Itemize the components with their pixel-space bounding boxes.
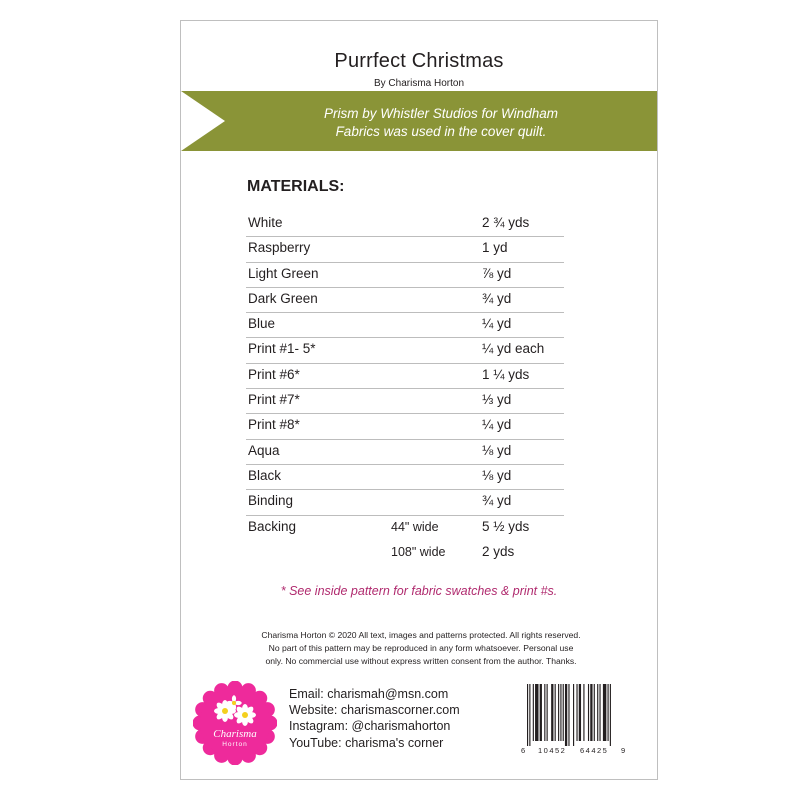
contact-website[interactable]: Website: charismascorner.com bbox=[289, 703, 460, 718]
material-name: Print #7* bbox=[248, 392, 300, 408]
material-quantity: 2 yds bbox=[482, 543, 515, 559]
contact-youtube[interactable]: YouTube: charisma's corner bbox=[289, 735, 444, 750]
copyright-line-1: Charisma Horton © 2020 All text, images and patterns protected. All rights reserved. bbox=[261, 630, 581, 640]
barcode-bar bbox=[563, 684, 564, 741]
barcode-lead-digit: 6 bbox=[521, 746, 526, 755]
material-row bbox=[246, 313, 564, 338]
material-row bbox=[246, 414, 564, 439]
material-quantity: ¼ yd bbox=[482, 316, 512, 332]
barcode-bar bbox=[597, 684, 598, 741]
material-name: Blue bbox=[248, 316, 276, 332]
contact-email[interactable]: Email: charismah@msn.com bbox=[289, 687, 449, 701]
material-row bbox=[246, 263, 564, 288]
barcode-bar bbox=[544, 684, 545, 741]
barcode-bar bbox=[555, 684, 556, 741]
banner-text bbox=[241, 105, 641, 141]
material-quantity: ⅞ yd bbox=[482, 265, 512, 281]
charisma-horton-logo bbox=[193, 681, 277, 765]
materials-heading: MATERIALS: bbox=[247, 178, 345, 195]
barcode-bar bbox=[547, 684, 548, 741]
material-row bbox=[246, 516, 564, 541]
barcode-bar bbox=[603, 684, 606, 741]
material-quantity: 2 ¾ yds bbox=[482, 215, 530, 230]
material-row bbox=[246, 389, 564, 414]
logo-name-first: Charisma bbox=[213, 728, 257, 740]
pattern-byline: By Charisma Horton bbox=[373, 78, 465, 89]
material-quantity: ⅛ yd bbox=[482, 442, 512, 458]
barcode-bar bbox=[579, 684, 581, 741]
material-row bbox=[246, 541, 564, 566]
material-row bbox=[246, 288, 564, 313]
barcode-bar bbox=[573, 684, 574, 746]
barcode-bar bbox=[535, 684, 538, 741]
barcode-bar bbox=[590, 684, 592, 741]
copyright-notice bbox=[211, 629, 631, 668]
upc-barcode bbox=[521, 684, 627, 764]
material-row bbox=[246, 490, 564, 515]
barcode-bar bbox=[565, 684, 567, 746]
barcode-bar bbox=[610, 684, 611, 746]
material-quantity: ¾ yd bbox=[482, 290, 512, 306]
barcode-left-group: 10452 bbox=[538, 746, 567, 755]
material-name: Aqua bbox=[248, 442, 280, 458]
material-quantity: ⅛ yd bbox=[482, 467, 512, 483]
material-quantity: ¼ yd each bbox=[482, 341, 545, 357]
barcode-bar bbox=[568, 684, 569, 746]
barcode-bar bbox=[576, 684, 577, 741]
materials-table bbox=[246, 212, 564, 566]
material-name: Binding bbox=[248, 493, 294, 509]
logo-name-last: Horton bbox=[222, 741, 248, 748]
barcode-bar bbox=[527, 684, 528, 746]
material-row bbox=[246, 364, 564, 389]
contact-instagram[interactable]: Instagram: @charismahorton bbox=[289, 719, 451, 734]
material-name: Print #6* bbox=[248, 366, 300, 382]
barcode-bar bbox=[583, 684, 584, 741]
barcode-bars bbox=[521, 684, 627, 746]
material-quantity: ⅓ yd bbox=[482, 392, 512, 408]
material-quantity: ¾ yd bbox=[482, 493, 512, 509]
pattern-title: Purrfect Christmas bbox=[334, 50, 504, 72]
material-row bbox=[246, 212, 564, 237]
material-quantity: 1 yd bbox=[482, 240, 508, 256]
barcode-bar bbox=[594, 684, 595, 741]
barcode-bar bbox=[540, 684, 542, 741]
material-name: Dark Green bbox=[248, 290, 318, 306]
banner-line-1: Prism by Whistler Studios for Windham bbox=[324, 106, 558, 121]
barcode-bar bbox=[558, 684, 559, 741]
material-quantity: ¼ yd bbox=[482, 417, 512, 433]
banner-line-2: Fabrics was used in the cover quilt. bbox=[335, 124, 547, 139]
material-name: Print #8* bbox=[248, 417, 300, 433]
fabric-credit-banner bbox=[181, 91, 658, 153]
material-name: Black bbox=[248, 467, 282, 483]
material-name: Backing bbox=[248, 518, 297, 534]
pattern-back-cover bbox=[180, 20, 658, 780]
barcode-bar bbox=[533, 684, 534, 741]
material-name: Light Green bbox=[248, 265, 319, 281]
barcode-bar bbox=[551, 684, 553, 741]
barcode-right-group: 64425 bbox=[580, 746, 609, 755]
material-row bbox=[246, 440, 564, 465]
material-row bbox=[246, 338, 564, 363]
swatch-note: * See inside pattern for fabric swatches & print #s. bbox=[280, 584, 558, 598]
barcode-bar bbox=[529, 684, 530, 746]
daisy-logo-icon bbox=[193, 681, 277, 765]
barcode-bar bbox=[588, 684, 589, 741]
material-name: Print #1- 5* bbox=[248, 341, 316, 357]
material-width: 44" wide bbox=[391, 519, 439, 534]
barcode-bar bbox=[599, 684, 600, 741]
material-quantity: 1 ¼ yds bbox=[482, 366, 530, 382]
material-name: Raspberry bbox=[248, 240, 311, 256]
copyright-line-3: only. No commercial use without express written consent from the author. Thanks. bbox=[265, 656, 577, 666]
material-row bbox=[246, 465, 564, 490]
copyright-line-2: No part of this pattern may be reproduced in any form whatsoever. Personal use bbox=[268, 643, 574, 653]
barcode-bar bbox=[560, 684, 561, 741]
material-name: White bbox=[248, 215, 283, 230]
material-quantity: 5 ½ yds bbox=[482, 518, 530, 534]
barcode-check-digit: 9 bbox=[621, 746, 626, 755]
material-row bbox=[246, 237, 564, 262]
material-width: 108" wide bbox=[391, 544, 446, 559]
contact-info bbox=[289, 686, 460, 751]
barcode-bar bbox=[608, 684, 609, 741]
